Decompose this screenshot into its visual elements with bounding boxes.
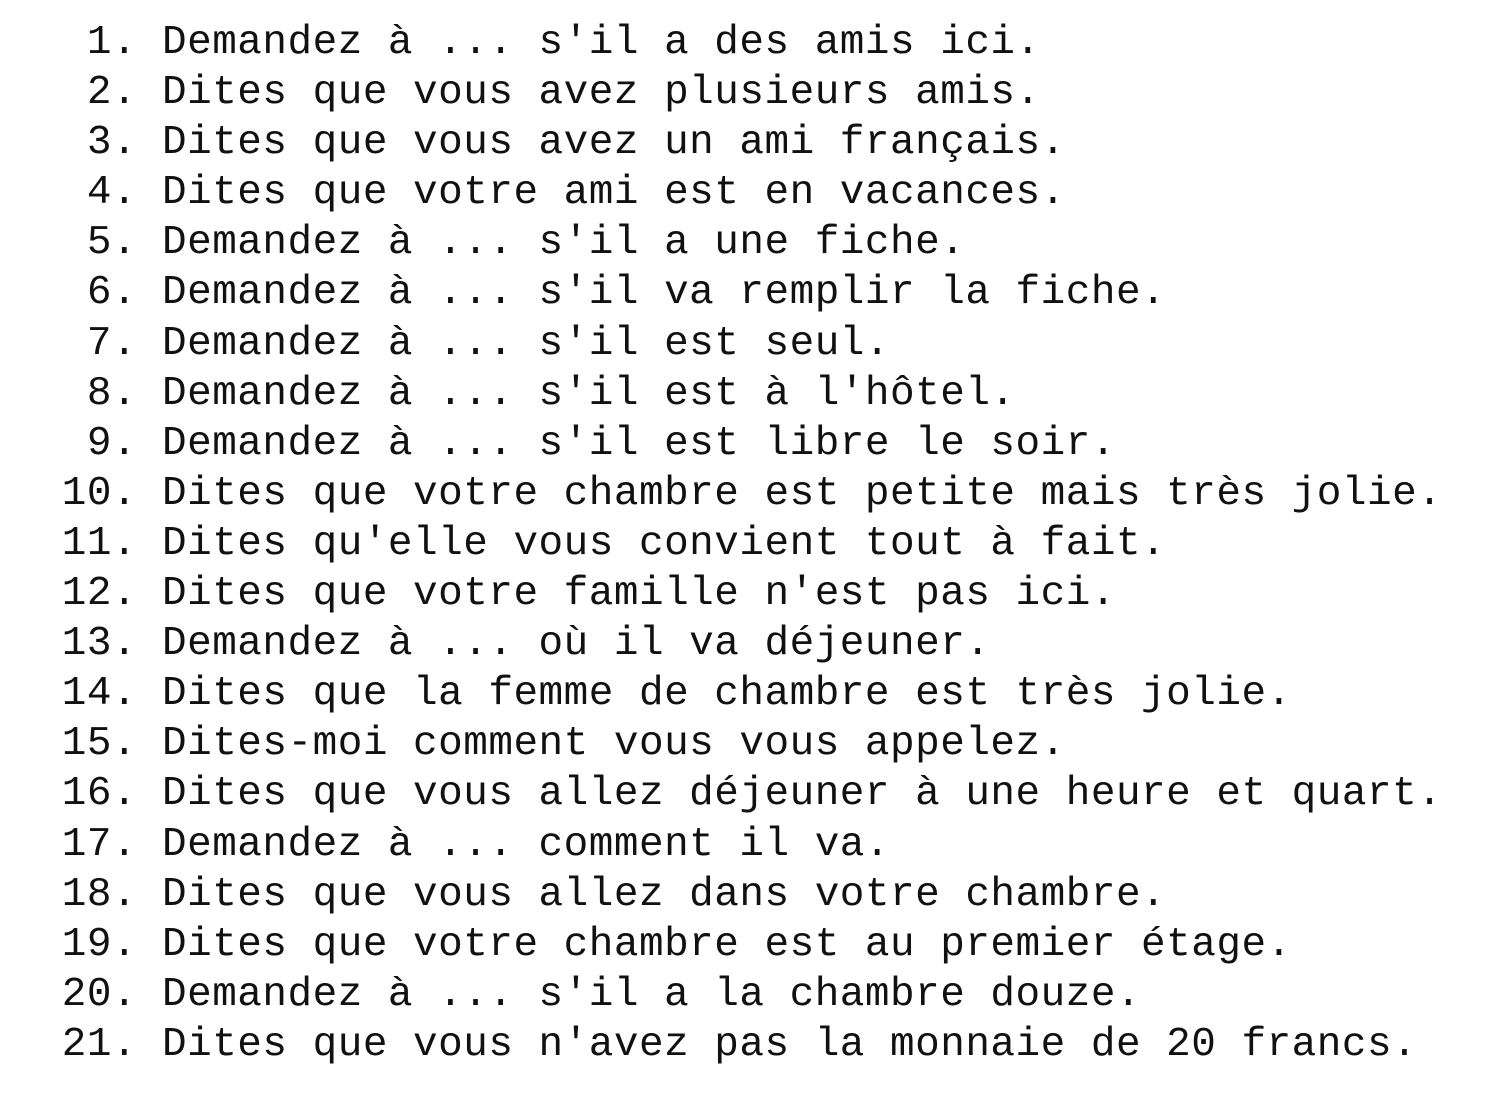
item-number: 18: [61, 871, 112, 918]
item-number: 3: [86, 120, 112, 167]
item-text: Dites que vous avez plusieurs amis.: [162, 70, 1041, 117]
list-item: 21 . Dites que vous n'avez pas la monnaie de 20 francs.: [0, 1020, 1489, 1070]
item-number: 2: [86, 70, 112, 117]
item-number: 8: [86, 370, 112, 417]
item-number: 12: [61, 571, 112, 618]
list-item: 11 . Dites qu'elle vous convient tout à fait.: [0, 519, 1489, 569]
list-item: 12 . Dites que votre famille n'est pas ici.: [0, 569, 1489, 619]
item-text: Dites que votre ami est en vacances.: [162, 170, 1066, 217]
item-text: Demandez à ... s'il a une fiche.: [162, 220, 966, 267]
exercise-list: [0, 18, 1489, 1070]
item-number: 19: [61, 921, 112, 968]
list-item: 6 . Demandez à ... s'il va remplir la fiche.: [0, 268, 1489, 318]
item-number: 7: [86, 320, 112, 367]
item-text: Dites que votre chambre est au premier étage.: [162, 921, 1292, 968]
item-text: Demandez à ... comment il va.: [162, 821, 891, 868]
list-item: 2 . Dites que vous avez plusieurs amis.: [0, 68, 1489, 118]
list-item: 19 . Dites que votre chambre est au premier étage.: [0, 920, 1489, 970]
item-text: Dites que vous avez un ami français.: [162, 120, 1066, 167]
item-number: 21: [61, 1021, 112, 1068]
list-item: 1 . Demandez à ... s'il a des amis ici.: [0, 18, 1489, 68]
item-number: 16: [61, 771, 112, 818]
list-item: 8 . Demandez à ... s'il est à l'hôtel.: [0, 369, 1489, 419]
item-text: Dites que votre famille n'est pas ici.: [162, 571, 1116, 618]
item-number: 9: [86, 420, 112, 467]
list-item: 14 . Dites que la femme de chambre est très jolie.: [0, 669, 1489, 719]
list-item: 17 . Demandez à ... comment il va.: [0, 820, 1489, 870]
item-number: 6: [86, 270, 112, 317]
item-text: Dites que vous allez déjeuner à une heure et quart.: [162, 771, 1443, 818]
list-item: 4 . Dites que votre ami est en vacances.: [0, 168, 1489, 218]
item-text: Demandez à ... s'il est libre le soir.: [162, 420, 1116, 467]
item-text: Demandez à ... s'il est seul.: [162, 320, 891, 367]
item-number: 4: [86, 170, 112, 217]
list-item: 15 . Dites-moi comment vous vous appelez.: [0, 719, 1489, 769]
list-item: 13 . Demandez à ... où il va déjeuner.: [0, 619, 1489, 669]
item-number: 11: [61, 520, 112, 567]
item-text: Dites que votre chambre est petite mais très jolie.: [162, 470, 1443, 517]
list-item: 10 . Dites que votre chambre est petite mais très jolie.: [0, 469, 1489, 519]
list-item: 5 . Demandez à ... s'il a une fiche.: [0, 218, 1489, 268]
item-number: 5: [86, 220, 112, 267]
list-item: 16 . Dites que vous allez déjeuner à une heure et quart.: [0, 769, 1489, 819]
item-number: 10: [61, 470, 112, 517]
list-item: 18 . Dites que vous allez dans votre chambre.: [0, 870, 1489, 920]
item-text: Dites-moi comment vous vous appelez.: [162, 721, 1066, 768]
list-item: 7 . Demandez à ... s'il est seul.: [0, 319, 1489, 369]
list-item: 9 . Demandez à ... s'il est libre le soir.: [0, 419, 1489, 469]
item-number: 13: [61, 621, 112, 668]
item-text: Demandez à ... s'il a la chambre douze.: [162, 971, 1142, 1018]
item-text: Dites qu'elle vous convient tout à fait.: [162, 520, 1167, 567]
item-number: 17: [61, 821, 112, 868]
item-text: Dites que vous allez dans votre chambre.: [162, 871, 1167, 918]
item-text: Dites que la femme de chambre est très jolie.: [162, 671, 1292, 718]
item-text: Demandez à ... où il va déjeuner.: [162, 621, 991, 668]
item-text: Demandez à ... s'il a des amis ici.: [162, 20, 1041, 66]
item-number: 14: [61, 671, 112, 718]
item-number: 15: [61, 721, 112, 768]
item-text: Demandez à ... s'il va remplir la fiche.: [162, 270, 1167, 317]
list-item: 3 . Dites que vous avez un ami français.: [0, 118, 1489, 168]
item-text: Demandez à ... s'il est à l'hôtel.: [162, 370, 1016, 417]
list-item: 20 . Demandez à ... s'il a la chambre douze.: [0, 970, 1489, 1020]
item-number: 20: [61, 971, 112, 1018]
item-text: Dites que vous n'avez pas la monnaie de 20 francs.: [162, 1021, 1418, 1068]
item-number: 1: [86, 20, 112, 66]
